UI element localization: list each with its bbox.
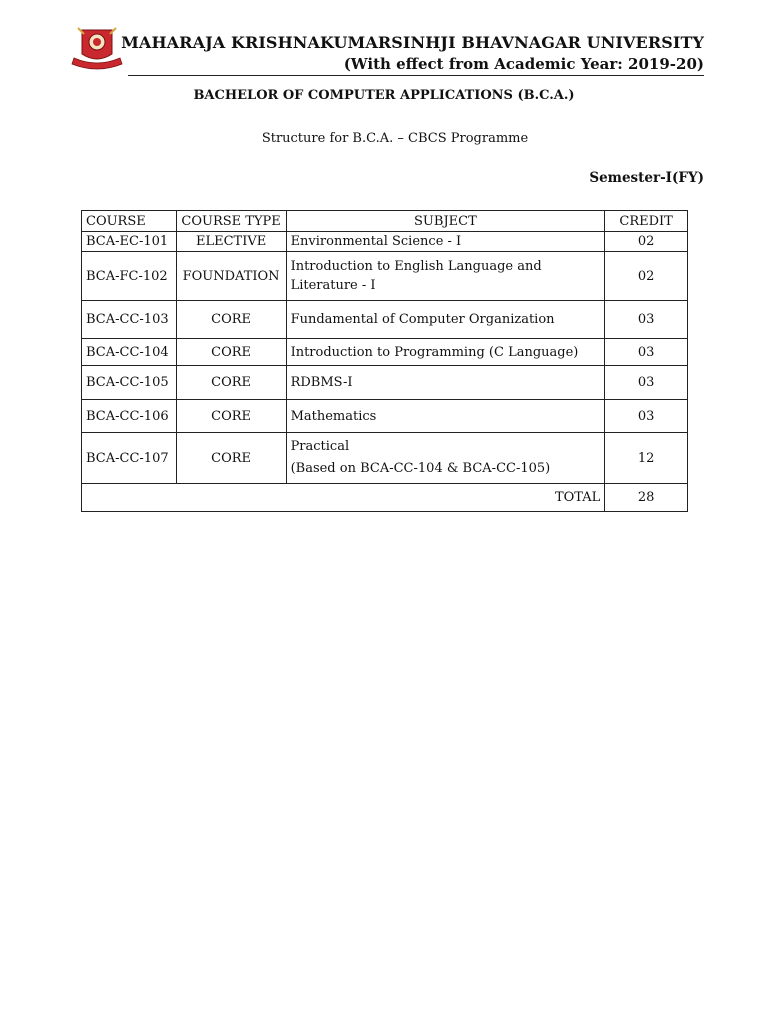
subject (286, 232, 605, 252)
table-row (82, 252, 688, 301)
semester-label: Semester-I(FY) (589, 170, 704, 186)
subject-line: Environmental Science - I (290, 234, 462, 249)
university-name: MAHARAJA KRISHNAKUMARSINHJI BHAVNAGAR UNIVERSITY (121, 33, 704, 52)
program-title: BACHELOR OF COMPUTER APPLICATIONS (B.C.A.) (193, 88, 575, 103)
subject (286, 252, 605, 301)
course-code: BCA-CC-103 (82, 301, 177, 339)
table-row (82, 400, 688, 433)
subject-line-2: (Based on BCA-CC-104 & BCA-CC-105) (290, 461, 551, 476)
course-type: FOUNDATION (176, 252, 286, 301)
total-label: TOTAL (82, 484, 605, 512)
credit: 12 (605, 433, 688, 484)
subject-line: Introduction to English Language and (290, 259, 542, 274)
table-row (82, 339, 688, 366)
structure-title: Structure for B.C.A. – CBCS Programme (261, 131, 529, 146)
course-code: BCA-FC-102 (82, 252, 177, 301)
credit: 03 (605, 366, 688, 400)
course-type: ELECTIVE (176, 232, 286, 252)
table-header-row (82, 211, 688, 232)
course-code: BCA-EC-101 (82, 232, 177, 252)
header-course: COURSE (82, 211, 177, 232)
course-type: CORE (176, 366, 286, 400)
academic-year-note: (With effect from Academic Year: 2019-20) (343, 55, 704, 73)
subject: RDBMS-I (286, 366, 605, 400)
credit: 02 (605, 232, 688, 252)
credit: 03 (605, 339, 688, 366)
course-table (81, 210, 688, 512)
subject-line-2: Literature - I (290, 278, 376, 293)
total-credit: 28 (605, 484, 688, 512)
course-code: BCA-CC-105 (82, 366, 177, 400)
university-logo-icon (68, 24, 126, 74)
subject-line: Practical (290, 439, 350, 454)
course-code: BCA-CC-107 (82, 433, 177, 484)
header-credit: CREDIT (605, 211, 688, 232)
table-row (82, 433, 688, 484)
course-type: CORE (176, 400, 286, 433)
course-code: BCA-CC-106 (82, 400, 177, 433)
subject: Fundamental of Computer Organization (286, 301, 605, 339)
course-code: BCA-CC-104 (82, 339, 177, 366)
credit: 03 (605, 301, 688, 339)
course-type: CORE (176, 433, 286, 484)
header-course-type: COURSE TYPE (176, 211, 286, 232)
credit: 03 (605, 400, 688, 433)
subject: Introduction to Programming (C Language) (286, 339, 605, 366)
header-subject: SUBJECT (286, 211, 605, 232)
table-row (82, 301, 688, 339)
table-row (82, 232, 688, 252)
course-type: CORE (176, 301, 286, 339)
credit: 02 (605, 252, 688, 301)
subject (286, 433, 605, 484)
total-row (82, 484, 688, 512)
subject: Mathematics (286, 400, 605, 433)
table-row (82, 366, 688, 400)
course-type: CORE (176, 339, 286, 366)
header-divider (128, 75, 704, 76)
